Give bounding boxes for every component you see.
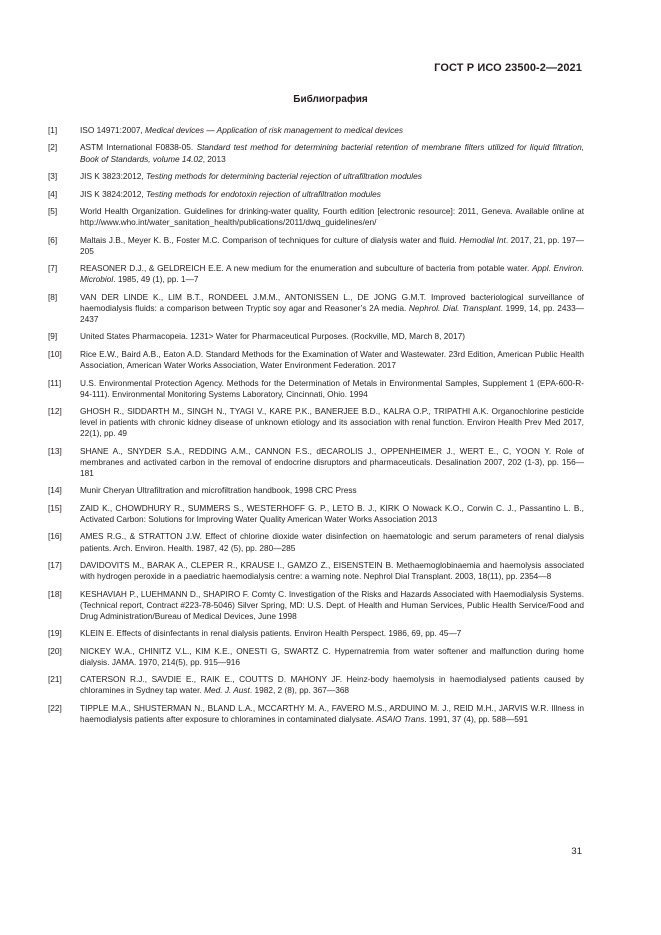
reference-number: [19] bbox=[48, 628, 62, 639]
reference-number: [1] bbox=[48, 125, 58, 135]
reference-item bbox=[48, 142, 584, 164]
reference-item bbox=[48, 378, 584, 400]
reference-text: ZAID K., CHOWDHURY R., SUMMERS S., WESTERHOFF G. P., LETO B. J., KIRK O Nowack K.O., Corwin C. J., Passantino L. B., Activated Carbon: Solutions for Improving Water Quality American Water Works Association 2013 bbox=[80, 502, 584, 524]
reference-number: [12] bbox=[48, 406, 62, 417]
reference-number: [17] bbox=[48, 560, 62, 571]
reference-text: Rice E.W., Baird A.B., Eaton A.D. Standard Methods for the Examination of Water and Wastewater. 23rd Edition, American Public Health Association, American Water Works Association, Water Environment Federation. 2017 bbox=[80, 348, 584, 371]
reference-item bbox=[48, 406, 584, 439]
reference-text: DAVIDOVITS M., BARAK A., CLEPER R., KRAUSE I., GAMZO Z., EISENSTEIN B. Methaemoglobinaemia and haemolysis associated with hydrogen peroxide in a paediatric haemodialysis centre: a warning note. Nephrol Dial Transplant. 2003, 18(11), pp. 2354—8 bbox=[80, 560, 584, 582]
reference-item bbox=[48, 189, 584, 200]
reference-item bbox=[48, 349, 584, 371]
document-code: ГОСТ Р ИСО 23500-2—2021 bbox=[434, 62, 582, 74]
reference-item bbox=[48, 646, 584, 668]
reference-number: [20] bbox=[48, 645, 62, 656]
reference-item bbox=[48, 171, 584, 182]
reference-text: Maltais J.B., Meyer K. B., Foster M.C. Comparison of techniques for culture of dialysis water and fluid. Hemodial Int. 2017, 21, pp. 197—205 bbox=[80, 234, 585, 256]
reference-number: [16] bbox=[48, 531, 62, 542]
reference-item bbox=[48, 206, 584, 228]
reference-text: KESHAVIAH P., LUEHMANN D., SHAPIRO F. Comty C. Investigation of the Risks and Hazards Associated with Haemodialysis Systems. (Technical report, Contract #223-78-5046) Silver Spring, MD: U.S. Dept. of Health and Human Services, Public Health Service/Food and Drug Administration/Bureau of Medical Devices, June 1998 bbox=[80, 588, 584, 621]
page-number: 31 bbox=[571, 846, 582, 857]
reference-number: [9] bbox=[48, 331, 58, 342]
reference-item bbox=[48, 703, 584, 725]
reference-item bbox=[48, 589, 584, 622]
reference-number: [15] bbox=[48, 502, 62, 513]
reference-number: [3] bbox=[48, 171, 58, 182]
reference-number: [8] bbox=[48, 291, 58, 302]
page-title: Библиография bbox=[293, 94, 368, 105]
reference-number: [5] bbox=[48, 206, 58, 217]
reference-item bbox=[48, 292, 584, 325]
reference-text: ISO 14971:2007, Medical devices — Application of risk management to medical devices bbox=[80, 125, 403, 135]
reference-item bbox=[48, 263, 584, 285]
reference-item bbox=[48, 503, 584, 525]
reference-text: KLEIN E. Effects of disinfectants in renal dialysis patients. Environ Health Perspect. 1986, 69, pp. 45—7 bbox=[80, 628, 462, 639]
reference-item bbox=[48, 531, 584, 553]
reference-number: [14] bbox=[48, 485, 62, 496]
reference-text: United States Pharmacopeia. 1231> Water for Pharmaceutical Purposes. (Rockville, MD, March 8, 2017) bbox=[80, 331, 465, 342]
reference-text: SHANE A., SNYDER S.A., REDDING A.M., CANNON F.S., dECAROLIS J., OPPENHEIMER J., WERT E., C, YOON Y. Role of membranes and activated carbon in the removal of endocrine disruptors and pharmaceuticals. Desalination 2007, 202 (1-3), pp. 156—181 bbox=[80, 445, 584, 478]
reference-item bbox=[48, 446, 584, 479]
reference-item bbox=[48, 331, 584, 342]
reference-item bbox=[48, 560, 584, 582]
reference-text: TIPPLE M.A., SHUSTERMAN N., BLAND L.A., MCCARTHY M. A., FAVERO M.S., ARDUINO M. J., REID M.H., JARVIS W.R. Illness in haemodialysis patients after exposure to chloramines in contaminated dialysate. ASAIO Trans. 1991, 37 (4), pp. 588—591 bbox=[80, 702, 584, 725]
reference-number: [4] bbox=[48, 188, 58, 199]
reference-text: GHOSH R., SIDDARTH M., SINGH N., TYAGI V., KARE P.K., BANERJEE B.D., KALRA O.P., TRIPATHI A.K. Organochlorine pesticide level in patients with chronic kidney disease of unknown etiology and its association with renal function. Environ Health Prev Med 2017, 22(1), pp. 49 bbox=[80, 406, 584, 439]
reference-number: [11] bbox=[48, 377, 62, 388]
reference-text: JIS K 3824:2012, Testing methods for endotoxin rejection of ultrafiltration modules bbox=[80, 188, 381, 199]
reference-number: [6] bbox=[48, 234, 58, 245]
reference-number: [2] bbox=[48, 142, 58, 153]
reference-number: [10] bbox=[48, 348, 62, 359]
reference-text: CATERSON R.J., SAVDIE E., RAIK E., COUTTS D. MAHONY JF. Heinz-body haemolysis in haemodialysed patients caused by chloramines in Sydney tap water. Med. J. Aust. 1982, 2 (8), pp. 367—368 bbox=[80, 674, 584, 696]
reference-item bbox=[48, 235, 584, 257]
reference-item bbox=[48, 628, 584, 639]
reference-number: [22] bbox=[48, 702, 62, 713]
reference-text: World Health Organization. Guidelines for drinking-water quality, Fourth edition [electronic resource]: 2011, Geneva. Available online at http://www.who.int/water_sanitation_health/publications/2011/dwq_guidelines/en/ bbox=[80, 206, 584, 228]
reference-text: NICKEY W.A., CHINITZ V.L., KIM K.E., ONESTI G, SWARTZ C. Hypernatremia from water softener and malfunction during home dialysis. JAMA. 1970, 214(5), pp. 915—916 bbox=[80, 645, 584, 667]
reference-item bbox=[48, 125, 584, 136]
bibliography-list bbox=[48, 125, 584, 732]
reference-text: U.S. Environmental Protection Agency. Methods for the Determination of Metals in Environmental Samples, Supplement 1 (EPA-600-R-94-111). Environmental Monitoring Systems Laboratory, Cincinnati, Ohio. 1994 bbox=[80, 377, 584, 399]
reference-number: [13] bbox=[48, 445, 62, 456]
reference-item bbox=[48, 674, 584, 696]
reference-text: JIS K 3823:2012, Testing methods for determining bacterial rejection of ultrafiltration modules bbox=[80, 171, 422, 182]
reference-number: [18] bbox=[48, 588, 62, 599]
reference-text: AMES R.G., & STRATTON J.W. Effect of chlorine dioxide water disinfection on haematologic and serum parameters of renal dialysis patients. Arch. Environ. Health. 1987, 42 (5), pp. 280—285 bbox=[80, 531, 584, 553]
reference-text: ASTM International F0838-05. Standard test method for determining bacterial retention of membrane filters utilized for liquid filtration, Book of Standards, volume 14.02, 2013 bbox=[80, 142, 585, 164]
reference-text: VAN DER LINDE K., LIM B.T., RONDEEL J.M.M., ANTONISSEN L., DE JONG G.M.T. Improved bacteriological surveillance of haemodialysis fluids: a comparison between Tryptic soy agar and Reasoner’s 2A media. Nephrol. Dial. Transplant. 1999, 14, pp. 2433—2437 bbox=[80, 291, 584, 324]
reference-text: REASONER D.J., & GELDREICH E.E. A new medium for the enumeration and subculture of bacteria from potable water. Appl. Environ. Microbiol. 1985, 49 (1), pp. 1—7 bbox=[80, 263, 584, 285]
reference-number: [21] bbox=[48, 674, 62, 685]
reference-text: Munir Cheryan Ultrafiltration and microfiltration handbook, 1998 CRC Press bbox=[80, 485, 357, 496]
reference-number: [7] bbox=[48, 263, 58, 274]
reference-item bbox=[48, 485, 584, 496]
